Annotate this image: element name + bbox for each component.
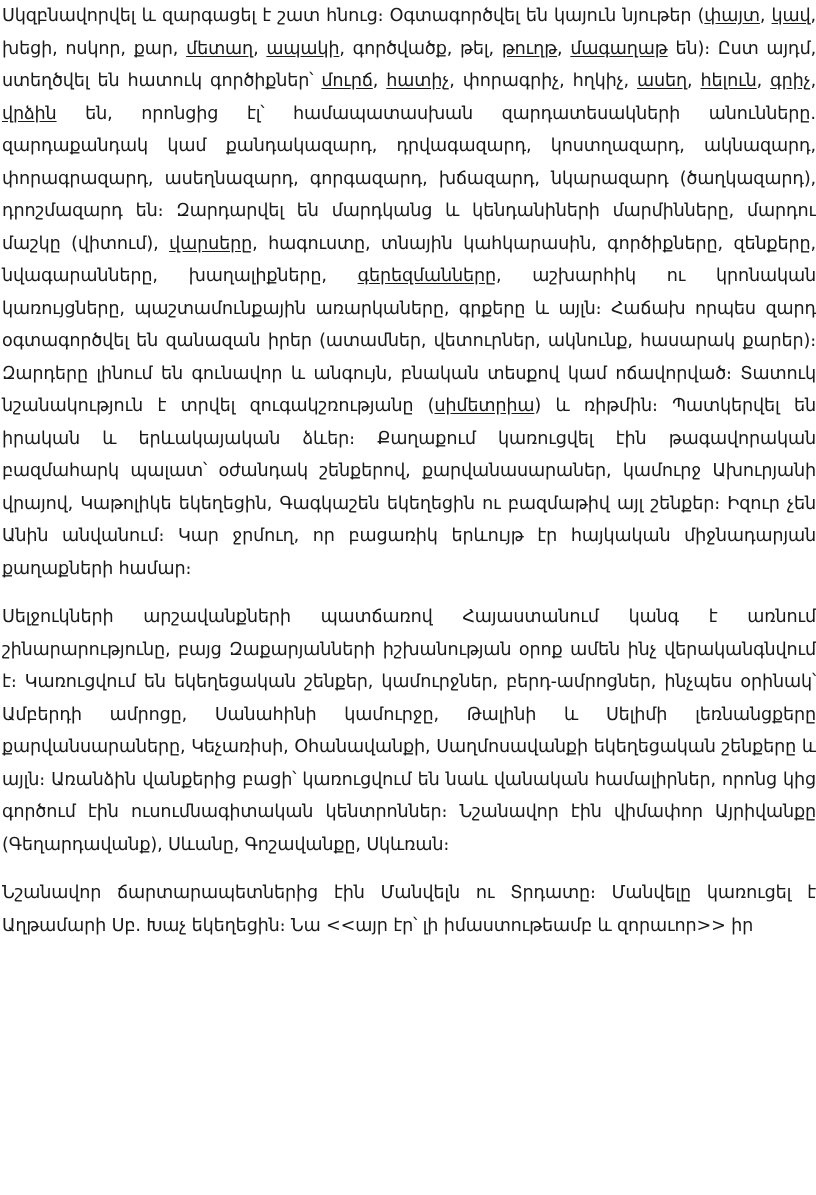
paragraph-seljuk-period	[2, 601, 816, 861]
link-hair[interactable]: վարսերը	[169, 233, 253, 254]
link-graves[interactable]: գերեզմանները	[357, 266, 497, 286]
paragraph-architects	[2, 877, 816, 942]
text-run: ,	[759, 6, 772, 26]
text-run: Սկզբնավորվել և զարգացել է շատ հնուց։ Օգտագործվել են կայուն նյութեր (	[2, 6, 705, 26]
text-run: Սելջուկների արշավանքների պատճառով Հայաստանում կանգ է առնում շինարարությունը, բայց Զաքարյանների իշխանության օրոք ամեն ինչ վերականգնվում է։ Կառուցվում են եկեղեցական շենքեր, կամուրջներ, բերդ-ամրոցներ, ինչպես օրինակ՝ Ամբերդի ամրոցը, Սանահինի կամուրջը, Թալինի և Սելիմի լեռնանցքերը քարվանսարաները, Կեչառիսի, Օհանավանքի, Սաղմոսավանքի եկեղեցական շենքերը և այլն։ Առանձին վանքերից բացի՝ կառուցվում են նաև վանական համալիրներ, որոնց կից գործում էին ուսումնագիտական կենտրոններ։ Նշանավոր էին վիմափոր Այրիվանքը (Գեղարդավանք), Սևանը, Գոշավանքը, Սկևռան։	[2, 607, 816, 855]
link-wood[interactable]: փայտ	[704, 6, 760, 26]
link-hammer[interactable]: մուրճ	[321, 71, 373, 91]
link-parchment[interactable]: մագաղաթ	[570, 38, 668, 59]
link-glass[interactable]: ապակի	[266, 38, 340, 59]
link-needle[interactable]: ասեղ	[637, 71, 688, 91]
text-run: ) և ռիթմին։ Պատկերվել են իրական և երևակայական ձևեր։ Քաղաքում կառուցվել էին թագավորական բազմահարկ պալատ՝ օժանդակ շենքերով, քարվանասարաներ, կամուրջ Ախուրյանի վրայով, Կաթոլիկե եկեղեցին, Գագկաշեն եկեղեցին ու բազմաթիվ այլ շենքեր։ Իզուր չեն Անին անվանում։ Կար ջրմուղ, որ բացառիկ երևույթ էր հայկական միջնադարյան քաղաքների համար։	[2, 396, 816, 579]
link-awl[interactable]: հելուն	[700, 71, 757, 91]
paragraph-materials-and-ornaments	[2, 0, 816, 585]
text-run: , փորագրիչ, հղկիչ,	[449, 71, 638, 91]
link-symmetry[interactable]: սիմետրիա	[434, 396, 535, 416]
text-run: ,	[253, 38, 267, 59]
link-paper[interactable]: թուղթ	[501, 38, 558, 59]
text-run: ,	[557, 38, 571, 59]
link-metal[interactable]: մետաղ	[186, 38, 254, 59]
text-run: են)։ Ըստ այդմ, ստեղծվել են հատուկ գործիքներ՝	[2, 38, 816, 91]
link-brush[interactable]: վրձին	[2, 103, 57, 124]
text-run: ,	[372, 71, 387, 91]
link-chisel[interactable]: հատիչ	[386, 71, 450, 91]
text-run: , հագուստը, տնային կահկարասին, գործիքները, զենքերը, նվագարանները, խաղալիքները,	[2, 233, 816, 286]
text-run: , աշխարհիկ ու կրոնական կառույցները, պաշտամունքային առարկաները, գրքերը և այլն։ Հաճախ որպես զարդ օգտագործվել են զանազան իրեր (ատամներ, վետուրներ, ակնունք, հասարակ քարեր)։ Զարդերը լինում են գունավոր և անգույն, բնական տեսքով կամ ոճավորված։ Տատուկ նշանակություն է տրվել զուգակշռությանը (	[2, 266, 816, 416]
text-run: ,	[756, 71, 771, 91]
link-clay[interactable]: կավ	[771, 6, 811, 26]
text-run: են, որոնցից էլ՝ համապատասխան զարդատեսակների անունները․ զարդաքանդակ կամ քանդակազարդ, դրվագազարդ, կոստղազարդ, ակնազարդ, փորագրազարդ, ասեղնազարդ, գորգազարդ, խճազարդ, նկարազարդ (ծաղկազարդ), դրոշմազարդ են։ Զարդարվել են մարդկանց և կենդանիների մարմինները, մարդու մաշկը (վիտում),	[2, 103, 816, 254]
text-run: , խեցի, ոսկոր, քար,	[2, 6, 816, 59]
link-pen[interactable]: գրիչ	[770, 71, 811, 91]
text-run: , գործվածք, թել,	[339, 38, 502, 59]
text-run: ,	[687, 71, 701, 91]
text-run: ,	[810, 71, 816, 91]
text-run: Նշանավոր ճարտարապետներից էին Մանվելն ու Տրդատը։ Մանվելը կառուցել է Աղթամարի Սբ. Խաչ եկեղեցին։ Նա <<այր էր՝ լի իմաստութեամբ և զորաւոր>> իր	[2, 883, 816, 936]
